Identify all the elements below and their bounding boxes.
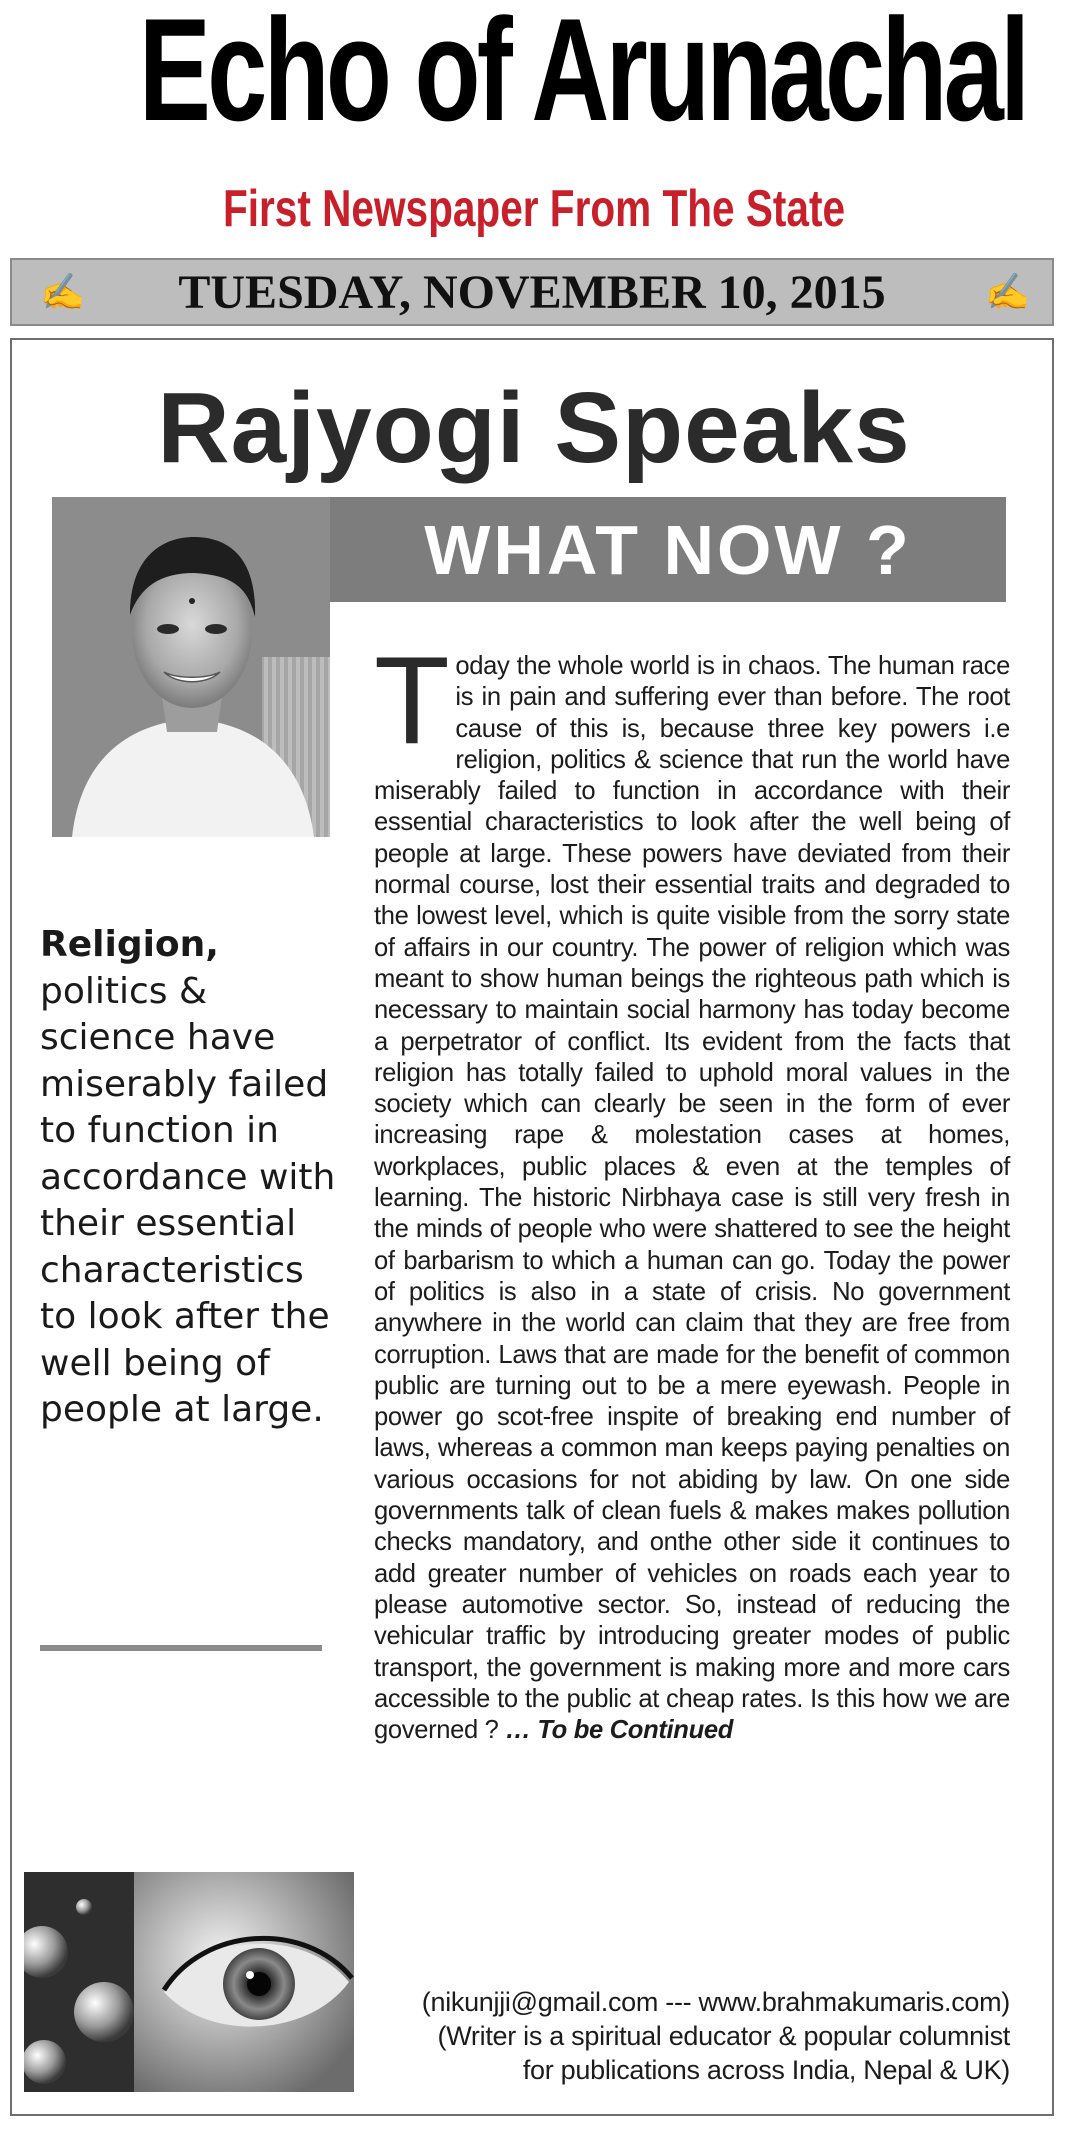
pull-quote-lead: Religion, [40,924,219,965]
pull-quote-divider [40,1645,322,1651]
bio-line: (Writer is a spiritual educator & popular columnist [437,2021,1010,2051]
date-bar [10,258,1054,326]
column-title: Rajyogi Speaks [157,372,911,484]
drop-cap: T [374,632,450,770]
masthead-tagline: First Newspaper From The State [222,180,846,238]
eye-planets-illustration [24,1872,354,2092]
to-be-continued: … To be Continued [505,1716,734,1745]
author-portrait [52,497,330,837]
author-portrait-figure [52,497,330,837]
article-text: oday the whole world is in chaos. The human race is in pain and suffering ever than before. The root cause of this is, because three key powers i.e religion, politics & science that run the world have miserably failed to function in accordance with their essential characteristics to look after the well being of people at large. These powers have deviated from their normal course, lost their essential traits and degraded to the lowest level, which is quite visible from the sorry state of affairs in our country. The power of religion which was meant to show human beings the righteous path which is necessary to maintain social harmony has today become a perpetrator of conflict. Its evident from the facts that religion has totally failed to uphold moral values in the society which can clearly be seen in the form of ever increasing rape & molestation cases at homes, workplaces, public places & even at the temples of learning. The historic Nirbhaya case is still very fresh in the minds of people who were shattered to see the height of barbarism to which a human can go. Today the power of politics is also in a state of crisis. No government anywhere in the world can claim that they are free from corruption. Laws that are made for the benefit of common public are turning out to be a mere eyewash. People in power go scot-free inspite of breaking end number of laws, whereas a common man keeps paying penalties on various occasions for not abiding by law. On one side governments talk of clean fuels & makes makes pollution checks mandatory, and onthe other side it continues to add greater number of vehicles on roads each year to please automotive sector. So, instead of reducing the vehicular traffic by introducing greater modes of public transport, the government is making more and more cars accessible to the public at cheap rates. Is this how we are governed ? [374,652,1010,1745]
pen-icon: ✍ [40,271,85,312]
masthead-title: Echo of Arunachal [138,0,1027,151]
headline: WHAT NOW ? [424,511,912,589]
issue-date: TUESDAY, NOVEMBER 10, 2015 [178,266,886,319]
pen-icon: ✍ [985,271,1030,312]
contact-line: (nikunjji@gmail.com --- www.brahmakumaris.com) [421,1987,1010,2017]
pull-quote-text: politics & science have miserably failed to function in accordance with their essential characteristics to look after the well being of people at large. [40,970,336,1430]
bio-line: for publications across India, Nepal & UK) [522,2055,1010,2085]
pull-quote [40,922,340,1434]
author-footer [340,1985,1010,2087]
article-body [374,632,1010,1746]
eye-planets-image [24,1872,354,2092]
